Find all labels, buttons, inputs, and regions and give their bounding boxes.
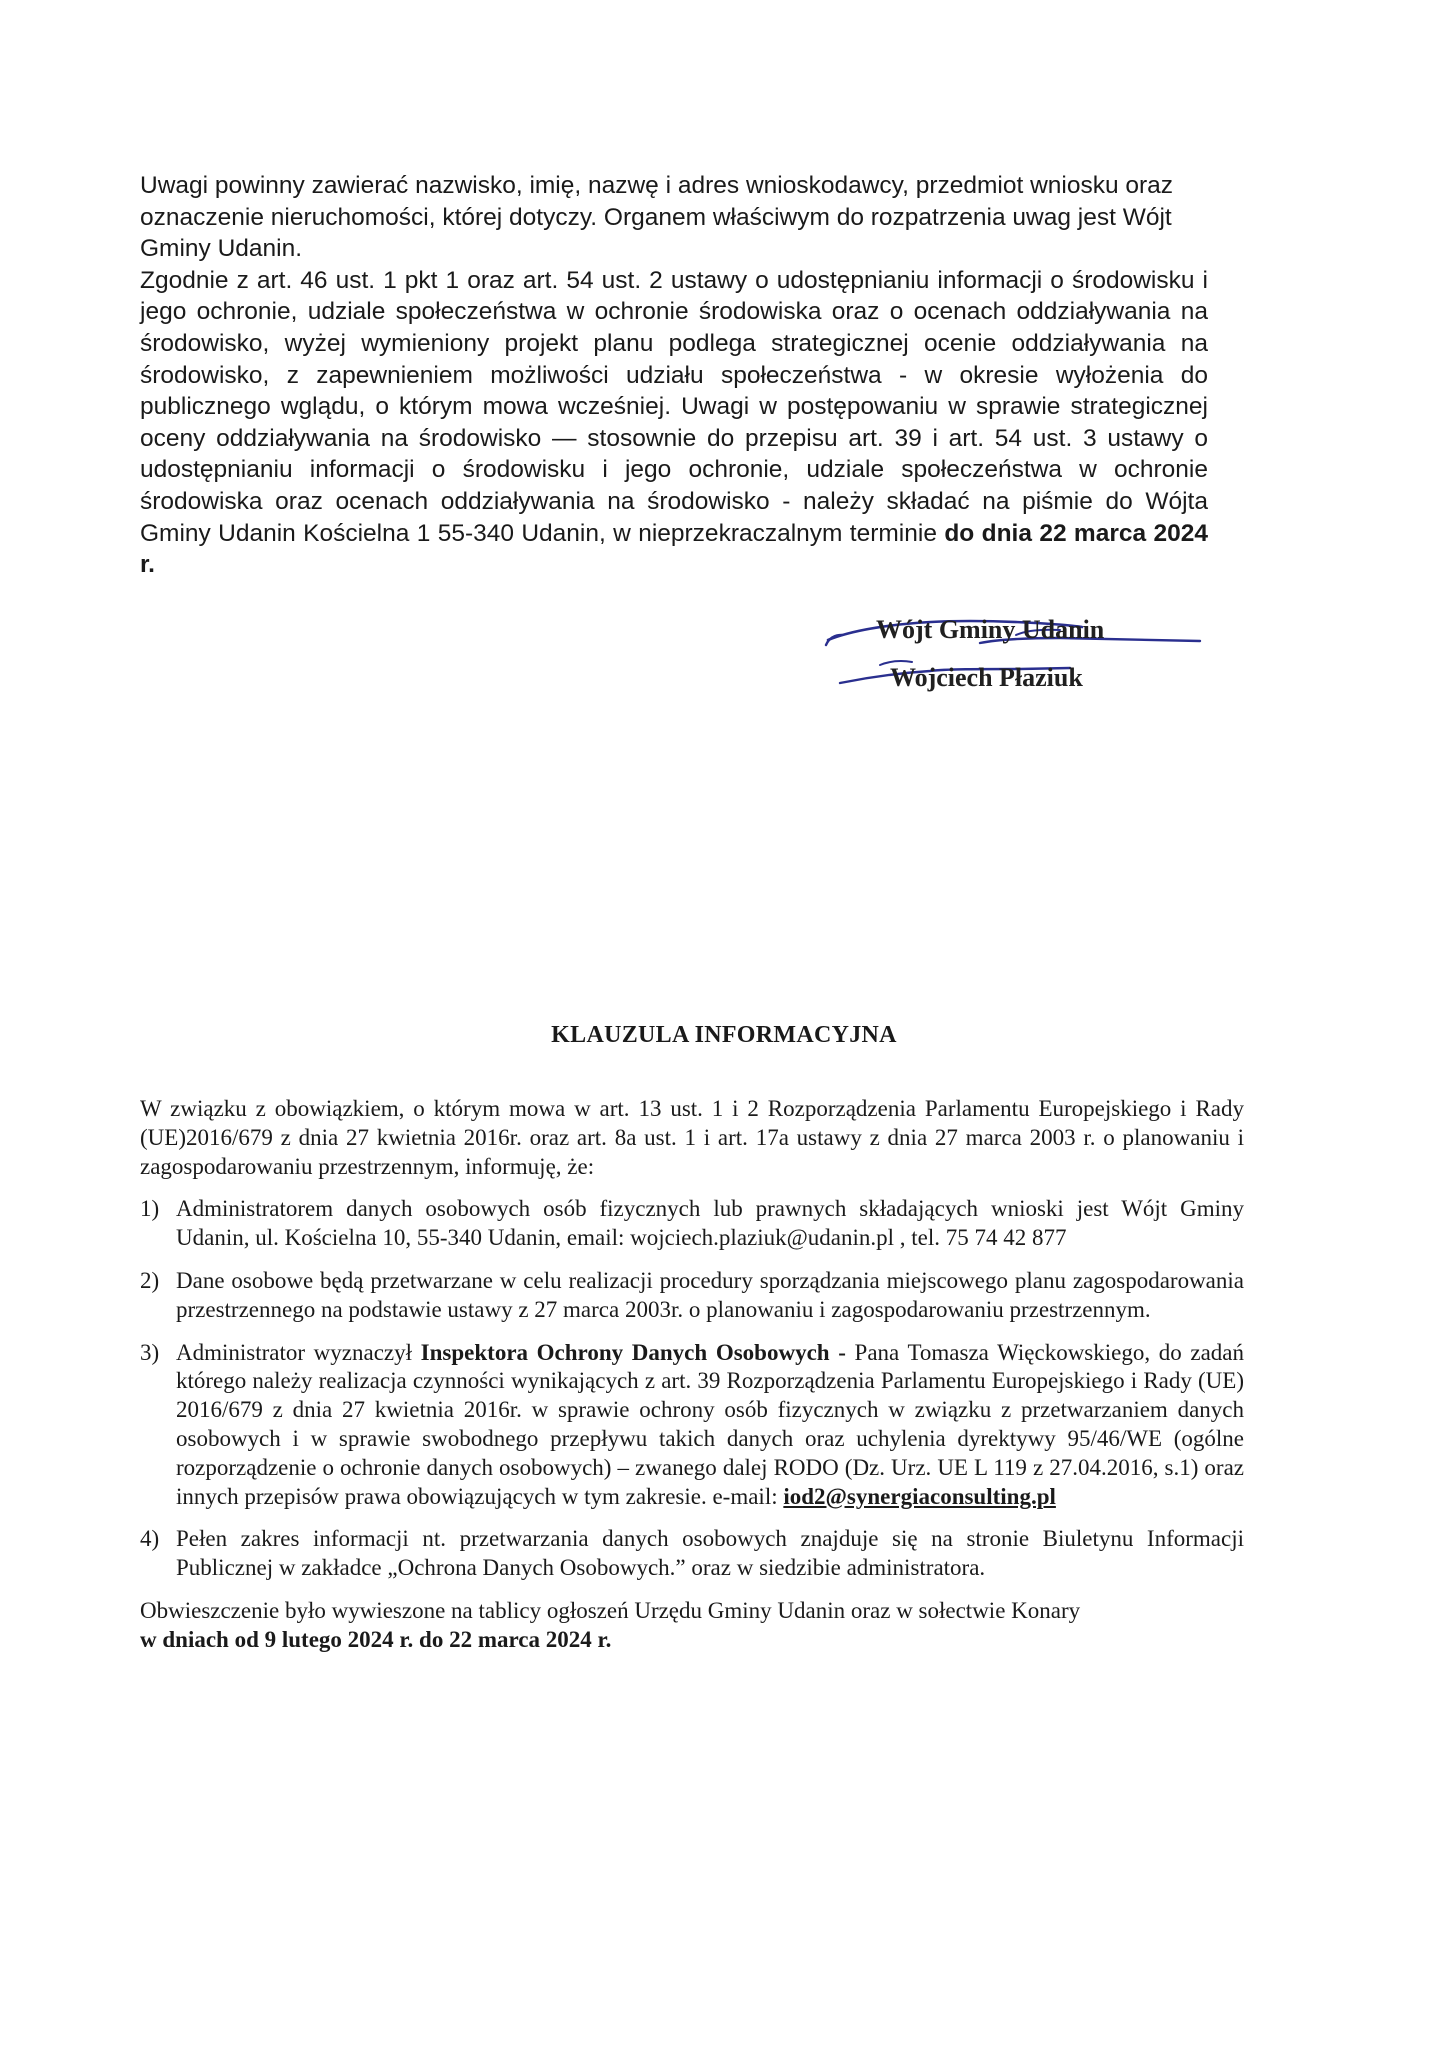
list-number: 4) <box>140 1526 160 1552</box>
clause-list <box>140 1195 1244 1583</box>
list-item-text: Dane osobowe będą przetwarzane w celu realizacji procedury sporządzania miejscowego planu zagospodarowania przestrzennego na podstawie ustawy z 27 marca 2003r. o planowaniu i zagospodarowaniu przestrzennym. <box>176 1267 1244 1322</box>
notice-body <box>140 170 1208 581</box>
list-item-text: Administrator wyznaczył <box>176 1339 413 1365</box>
remarks-paragraph: Uwagi powinny zawierać nazwisko, imię, nazwę i adres wnioskodawcy, przedmiot wniosku oraz oznaczenie nieruchomości, której dotyczy. Organem właściwym do rozpatrzenia uwag jest Wójt Gminy Udanin. <box>140 172 1174 263</box>
posting-note <box>140 1597 1244 1655</box>
information-clause <box>140 1095 1244 1655</box>
dpo-email-link[interactable]: iod2@synergiaconsulting.pl <box>783 1483 1056 1509</box>
environmental-assessment-paragraph <box>140 265 1208 581</box>
list-item <box>140 1525 1244 1583</box>
list-item-text: Pana Tomasza Więckowskiego, do zadań którego należy realizacja czynności wynikających z art. 39 Rozporządzenia Parlamentu Europejskiego i Rady (UE) 2016/679 z dnia 27 kwietnia 2016r. w sprawie ochrony osób fizycznych w związku z przetwarzaniem danych osobowych i w sprawie swobodnego przepływu takich danych oraz uchylenia dyrektywy 95/46/WE (ogólne rozporządzenie o ochronie danych osobowych) – zwanego dalej RODO (Dz. Urz. UE L 119 z 27.04.2016, s.1) oraz innych przepisów prawa obowiązujących w tym zakresie. e-mail: <box>176 1339 1245 1509</box>
signature-title: Wójt Gminy Udanin <box>876 615 1105 644</box>
clause-intro: W związku z obowiązkiem, o którym mowa w art. 13 ust. 1 i 2 Rozporządzenia Parlamentu Europejskiego i Rady (UE)2016/679 z dnia 27 kwietnia 2016r. oraz art. 8a ust. 1 i art. 17a ustawy z dnia 27 marca 2003 r. o planowaniu i zagospodarowaniu przestrzennym, informuję, że: <box>140 1096 1244 1179</box>
list-item-bold: Inspektora Ochrony Danych Osobowych - <box>420 1339 846 1365</box>
assessment-text: Zgodnie z art. 46 ust. 1 pkt 1 oraz art. 54 ust. 2 ustawy o udostępnianiu informacji o środowisku i jego ochronie, udziale społeczeństwa w ochronie środowiska oraz o ocenach oddziaływania na środowisko, wyżej wymieniony projekt planu podlega strategicznej ocenie oddziaływania na środowisko, z zapewnieniem możliwości udziału społeczeństwa - w okresie wyłożenia do publicznego wglądu, o którym mowa wcześniej. Uwagi w postępowaniu w sprawie strategicznej oceny oddziaływania na środowisko — stosownie do przepisu art. 39 i art. 54 ust. 3 ustawy o udostępnianiu informacji o środowisku i jego ochronie, udziale społeczeństwa w ochronie środowiska oraz ocenach oddziaływania na środowisko - należy składać na piśmie do Wójta Gminy Udanin Kościelna 1 55-340 Udanin, w nieprzekraczalnym terminie <box>140 266 1208 547</box>
list-number: 2) <box>140 1267 160 1293</box>
list-item <box>140 1339 1244 1512</box>
list-item-text: Pełen zakres informacji nt. przetwarzania danych osobowych znajduje się na stronie Biuletynu Informacji Publicznej w zakładce „Ochrona Danych Osobowych.” oraz w siedzibie administratora. <box>176 1526 1244 1581</box>
list-item <box>140 1267 1244 1325</box>
list-item <box>140 1195 1244 1253</box>
list-number: 3) <box>140 1339 160 1365</box>
posting-text: Obwieszczenie było wywieszone na tablicy ogłoszeń Urzędu Gminy Udanin oraz w sołectwie Konary <box>140 1597 1081 1623</box>
list-number: 1) <box>140 1196 160 1222</box>
deadline-text: do dnia 22 marca 2024 r. <box>140 519 1208 579</box>
signature-name: Wojciech Płaziuk <box>890 663 1083 692</box>
posting-dates: w dniach od 9 lutego 2024 r. do 22 marca 2024 r. <box>140 1626 612 1652</box>
clause-heading: KLAUZULA INFORMACYJNA <box>551 1022 897 1048</box>
list-item-text: Administratorem danych osobowych osób fizycznych lub prawnych składających wnioski jest Wójt Gminy Udanin, ul. Kościelna 10, 55-340 Udanin, email: wojciech.plaziuk@udanin.pl , tel. 75 74 42 877 <box>176 1196 1244 1251</box>
signature-block <box>820 605 1240 705</box>
